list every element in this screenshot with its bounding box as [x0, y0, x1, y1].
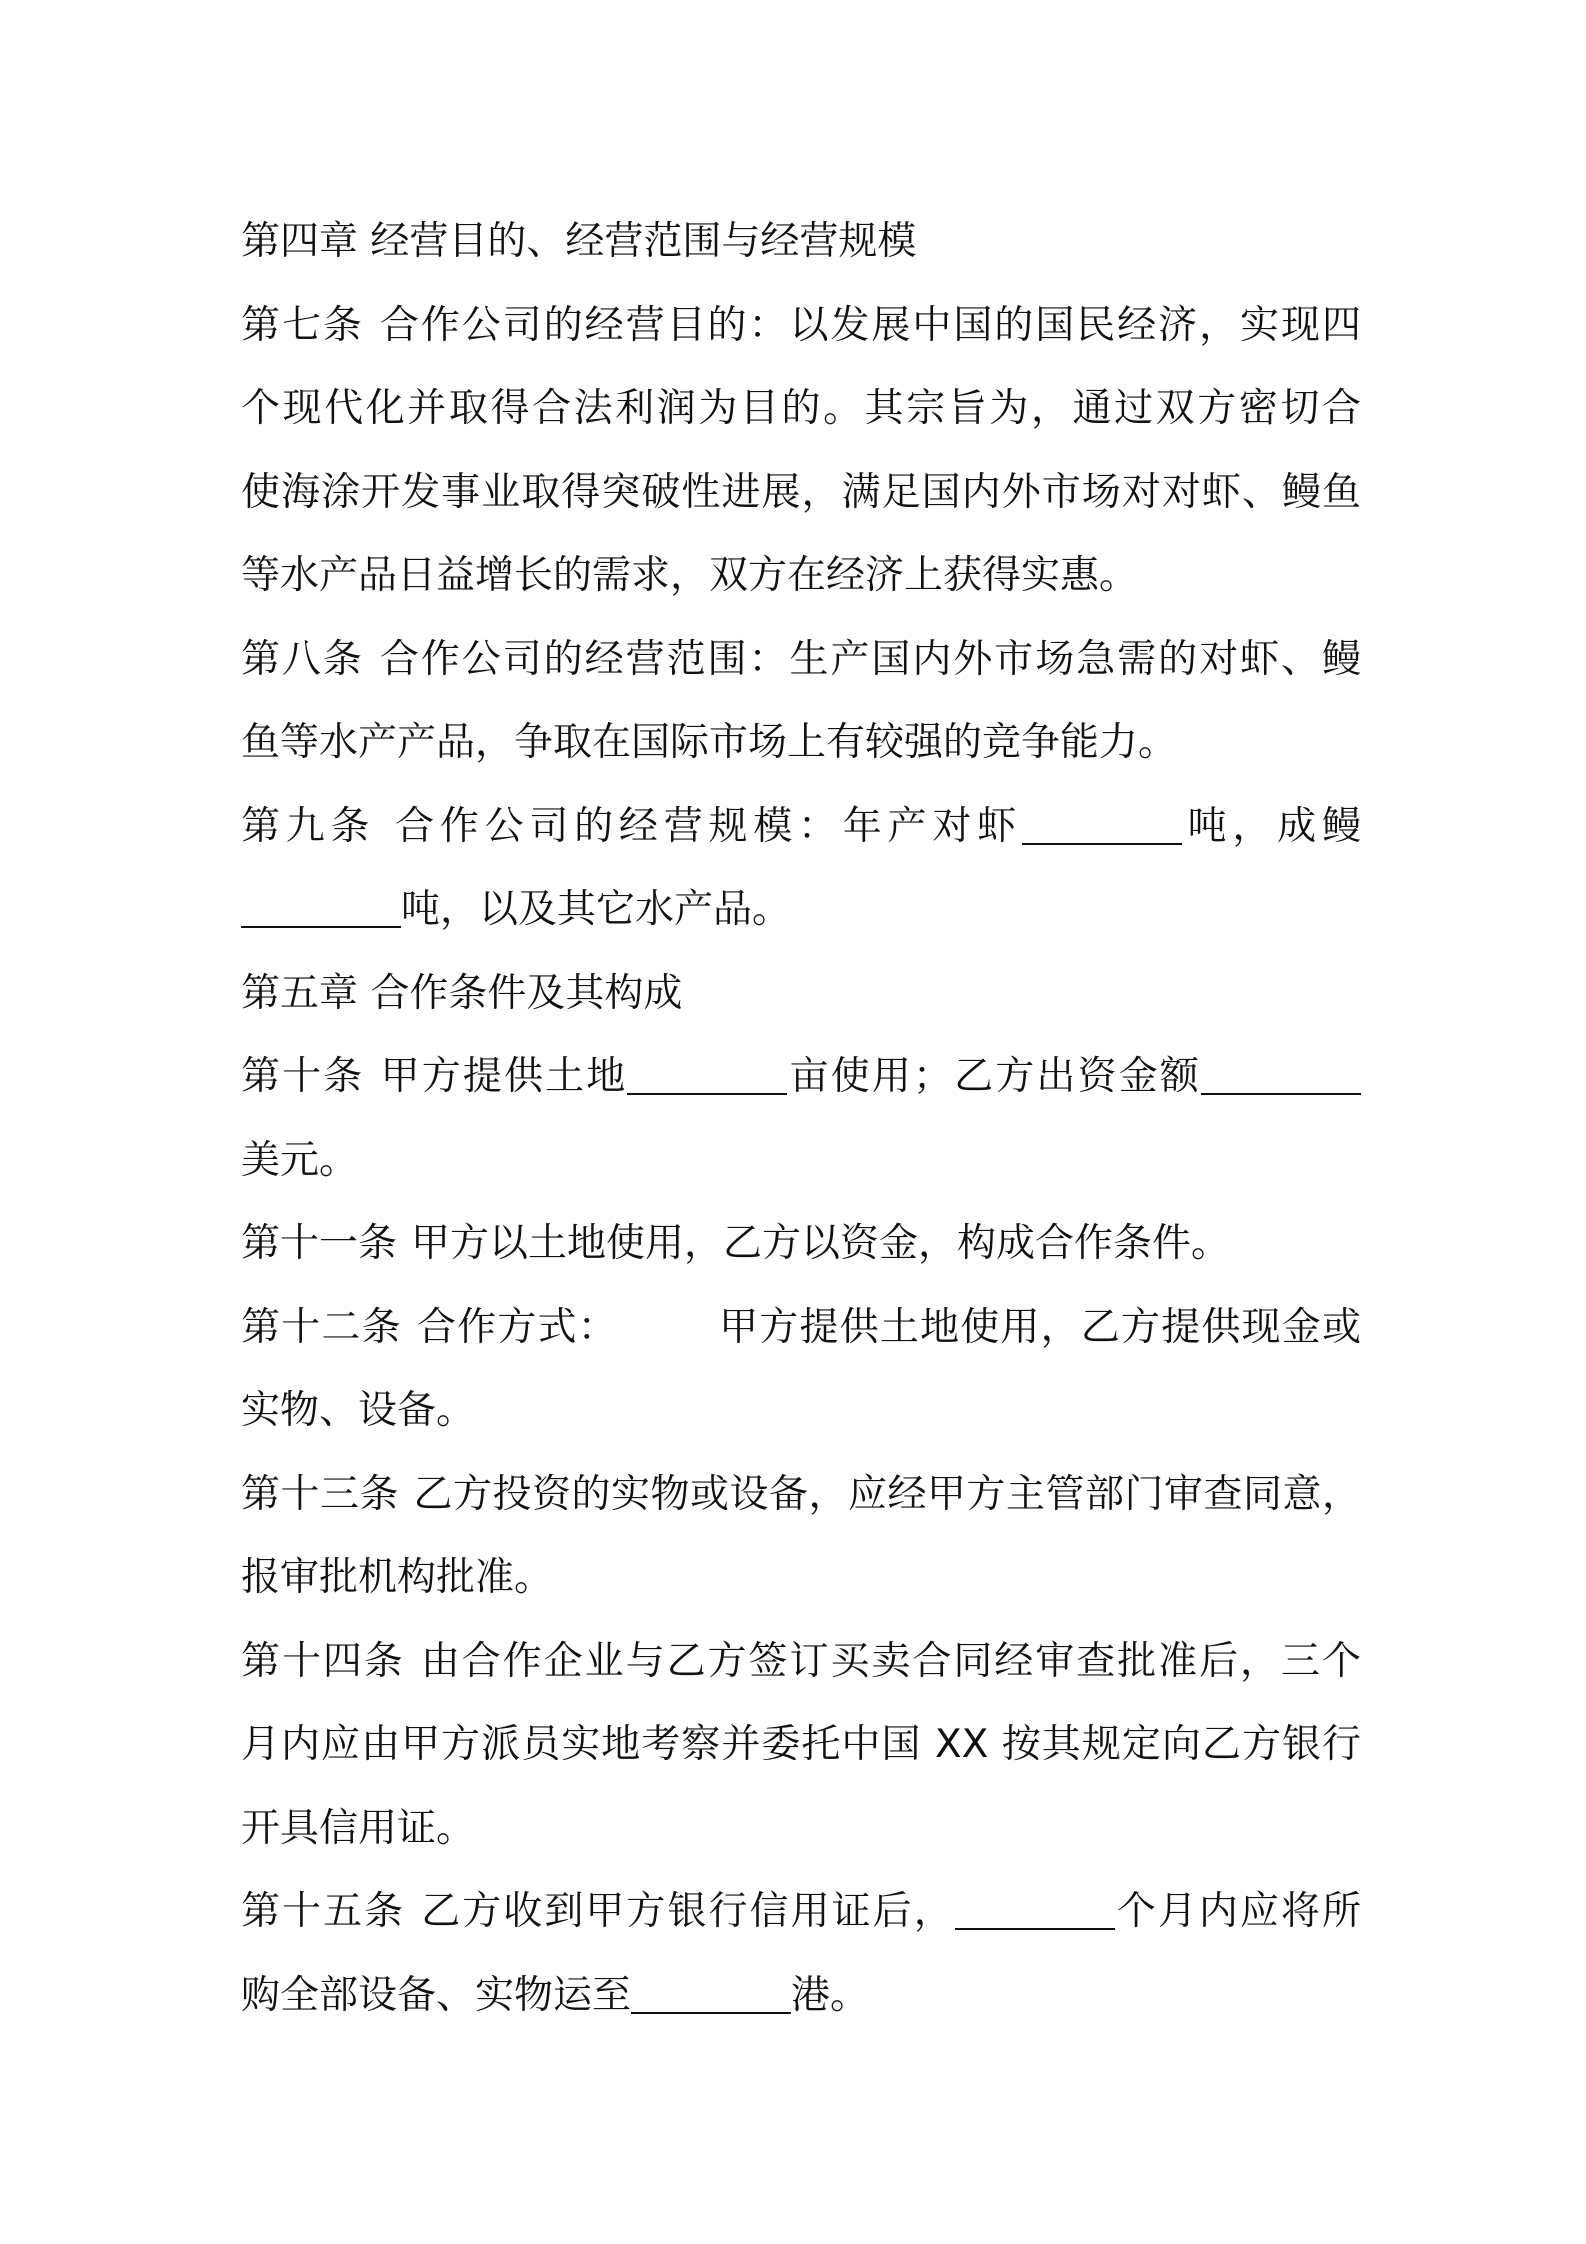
article-11-label: 第十一条	[241, 1221, 398, 1266]
article-7-text-1: 合作公司的经营目的：以发展中国的国民经济，实现四	[377, 302, 1361, 348]
blank-land-mu[interactable]	[627, 1054, 787, 1095]
article-15-text-1a: 乙方收到甲方银行信用证后，	[419, 1889, 955, 1934]
blank-investment-usd[interactable]	[1201, 1054, 1361, 1095]
article-9-line-2	[241, 868, 1361, 952]
article-12-line-2: 实物、设备。	[241, 1388, 476, 1433]
blank-shrimp-tons[interactable]	[1022, 804, 1182, 845]
article-12-text-1a: 合作方式：	[415, 1304, 618, 1350]
article-13-line-2: 报审批机构批准。	[241, 1555, 554, 1600]
chapter-5-title: 第五章 合作条件及其构成	[241, 970, 683, 1016]
article-8-text-1: 合作公司的经营范围：生产国内外市场急需的对虾、鳗	[377, 636, 1361, 682]
article-9-text-2: 吨，以及其它水产品。	[401, 887, 792, 932]
article-7-label: 第七条	[241, 302, 364, 348]
article-7-line-3: 使海涂开发事业取得突破性进展，满足国内外市场对对虾、鳗鱼	[241, 469, 1361, 515]
article-8-line-1	[241, 618, 1361, 702]
article-8-label: 第八条	[241, 636, 364, 682]
article-10-text-1a: 甲方提供土地	[378, 1054, 628, 1099]
article-14-text-1: 由合作企业与乙方签订买卖合同经审查批准后，三个	[418, 1638, 1361, 1684]
blank-eel-tons[interactable]	[241, 887, 401, 928]
article-8-line-2: 鱼等水产产品，争取在国际市场上有较强的竞争能力。	[241, 720, 1178, 765]
article-13-text-1: 乙方投资的实物或设备，应经甲方主管部门审查同意，	[413, 1471, 1361, 1517]
article-15-text-2a: 购全部设备、实物运至	[241, 1972, 632, 2018]
article-10-line-2: 美元。	[241, 1137, 359, 1183]
article-9-label: 第九条	[241, 803, 376, 849]
article-9-text-1b: 吨，成鳗	[1181, 803, 1361, 849]
article-11-line-1	[241, 1202, 1361, 1286]
article-15-line-1	[241, 1870, 1361, 1954]
article-7-line-1	[241, 284, 1361, 368]
article-15-line-2	[241, 1954, 1361, 2038]
article-14-label: 第十四条	[241, 1638, 405, 1684]
article-9-text-1a: 合作公司的经营规模：年产对虾	[389, 803, 1022, 849]
article-15-label: 第十五条	[241, 1889, 406, 1934]
article-10-label: 第十条	[241, 1054, 365, 1099]
chapter-4-title: 第四章 经营目的、经营范围与经营规模	[241, 219, 917, 264]
blank-port[interactable]	[631, 1973, 791, 2014]
article-10-text-1b: 亩使用；乙方出资金额	[787, 1054, 1201, 1099]
article-12-label: 第十二条	[241, 1304, 402, 1350]
article-14-line-2: 月内应由甲方派员实地考察并委托中国 XX 按其规定向乙方银行	[241, 1722, 1361, 1767]
article-14-line-1	[241, 1620, 1361, 1704]
article-15-text-1b: 个月内应将所	[1114, 1889, 1361, 1934]
article-10-line-1	[241, 1035, 1361, 1119]
document-body	[241, 200, 1361, 2037]
article-9-line-1	[241, 785, 1361, 869]
article-12-line-1	[241, 1286, 1361, 1370]
article-13-label: 第十三条	[241, 1471, 399, 1517]
article-14-line-3: 开具信用证。	[241, 1805, 476, 1851]
article-7-line-4: 等水产品日益增长的需求，双方在经济上获得实惠。	[241, 553, 1139, 598]
article-15-text-2b: 港。	[791, 1972, 870, 2018]
article-13-line-1	[241, 1453, 1361, 1537]
blank-months[interactable]	[955, 1889, 1115, 1930]
article-11-text-1: 甲方以土地使用，乙方以资金，构成合作条件。	[411, 1221, 1231, 1266]
article-7-line-2: 个现代化并取得合法利润为目的。其宗旨为，通过双方密切合	[241, 386, 1361, 431]
article-12-text-1b: 甲方提供土地使用，乙方提供现金或	[717, 1304, 1361, 1350]
